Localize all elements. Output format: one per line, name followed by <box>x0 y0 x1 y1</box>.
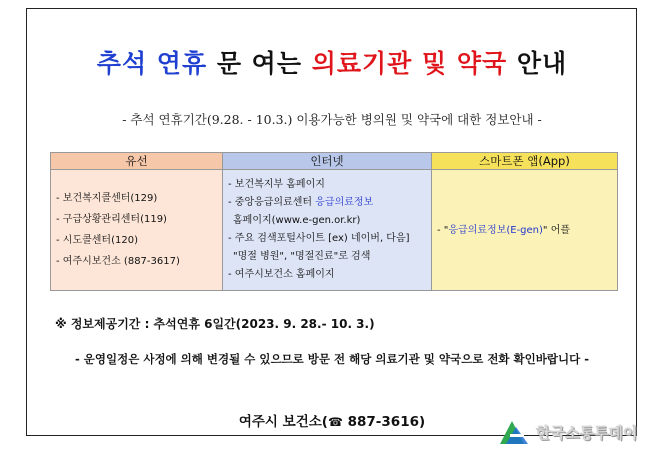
watermark <box>498 418 637 446</box>
app-suffix: " 어플 <box>542 224 571 236</box>
wired-cell <box>51 170 223 291</box>
internet-line: - 여주시보건소 홈페이지 <box>228 269 335 280</box>
header-app: 스마트폰 앱(App) <box>432 153 618 170</box>
footer-phone: 887-3616) <box>342 414 426 430</box>
title-part-guide: 안내 <box>516 49 568 78</box>
egen-app-name: 응급의료정보(E-gen) <box>448 224 543 236</box>
app-prefix: - " <box>437 224 449 236</box>
header-internet: 인터넷 <box>223 153 432 170</box>
phone-line: - 여주시보건소 (887-3617) <box>56 256 180 267</box>
newspaper-logo-icon <box>498 418 532 446</box>
internet-line: 홈페이지(www.e-gen.or.kr) <box>233 215 361 226</box>
schedule-notice: - 운영일정은 사정에 의해 변경될 수 있으므로 방문 전 해당 의료기관 및 약국으로 전화 확인바랍니다 - <box>75 352 589 366</box>
info-period: ※ 정보제공기간 : 추석연휴 6일간(2023. 9. 28.- 10. 3.) <box>55 317 375 331</box>
phone-line: - 보건복지콜센터(129) <box>56 193 158 204</box>
phone-line: - 구급상황관리센터(119) <box>56 214 167 225</box>
internet-line <box>228 194 426 212</box>
internet-line: - 주요 검색포털사이트 [ex) 네이버, 다음] <box>228 233 410 244</box>
telephone-icon: ☎ <box>327 415 343 429</box>
internet-cell <box>223 170 432 291</box>
header-wired: 유선 <box>51 153 223 170</box>
app-line <box>437 220 612 241</box>
internet-line-prefix: - 중앙응급의료센터 <box>228 197 316 208</box>
title-part-open: 문 여는 <box>216 49 302 78</box>
subtitle: - 추석 연휴기간(9.28. - 10.3.) 이용가능한 병의원 및 약국에 대한 정보안내 - <box>122 112 542 127</box>
footer-label: 여주시 보건소( <box>238 414 328 430</box>
page-title <box>0 44 664 80</box>
phone-line: - 시도콜센터(120) <box>56 235 138 246</box>
watermark-text: 한국소통투데이 <box>536 423 638 442</box>
emergency-info-link: 응급의료정보 <box>315 197 374 208</box>
title-part-institutions: 의료기관 및 약국 <box>311 49 508 78</box>
internet-line: - 보건복지부 홈페이지 <box>228 179 325 190</box>
app-cell <box>432 170 618 291</box>
info-table <box>50 152 618 291</box>
internet-line: "명절 병원", "명절진료"로 검색 <box>233 251 371 262</box>
title-part-holiday: 추석 연휴 <box>96 49 208 78</box>
